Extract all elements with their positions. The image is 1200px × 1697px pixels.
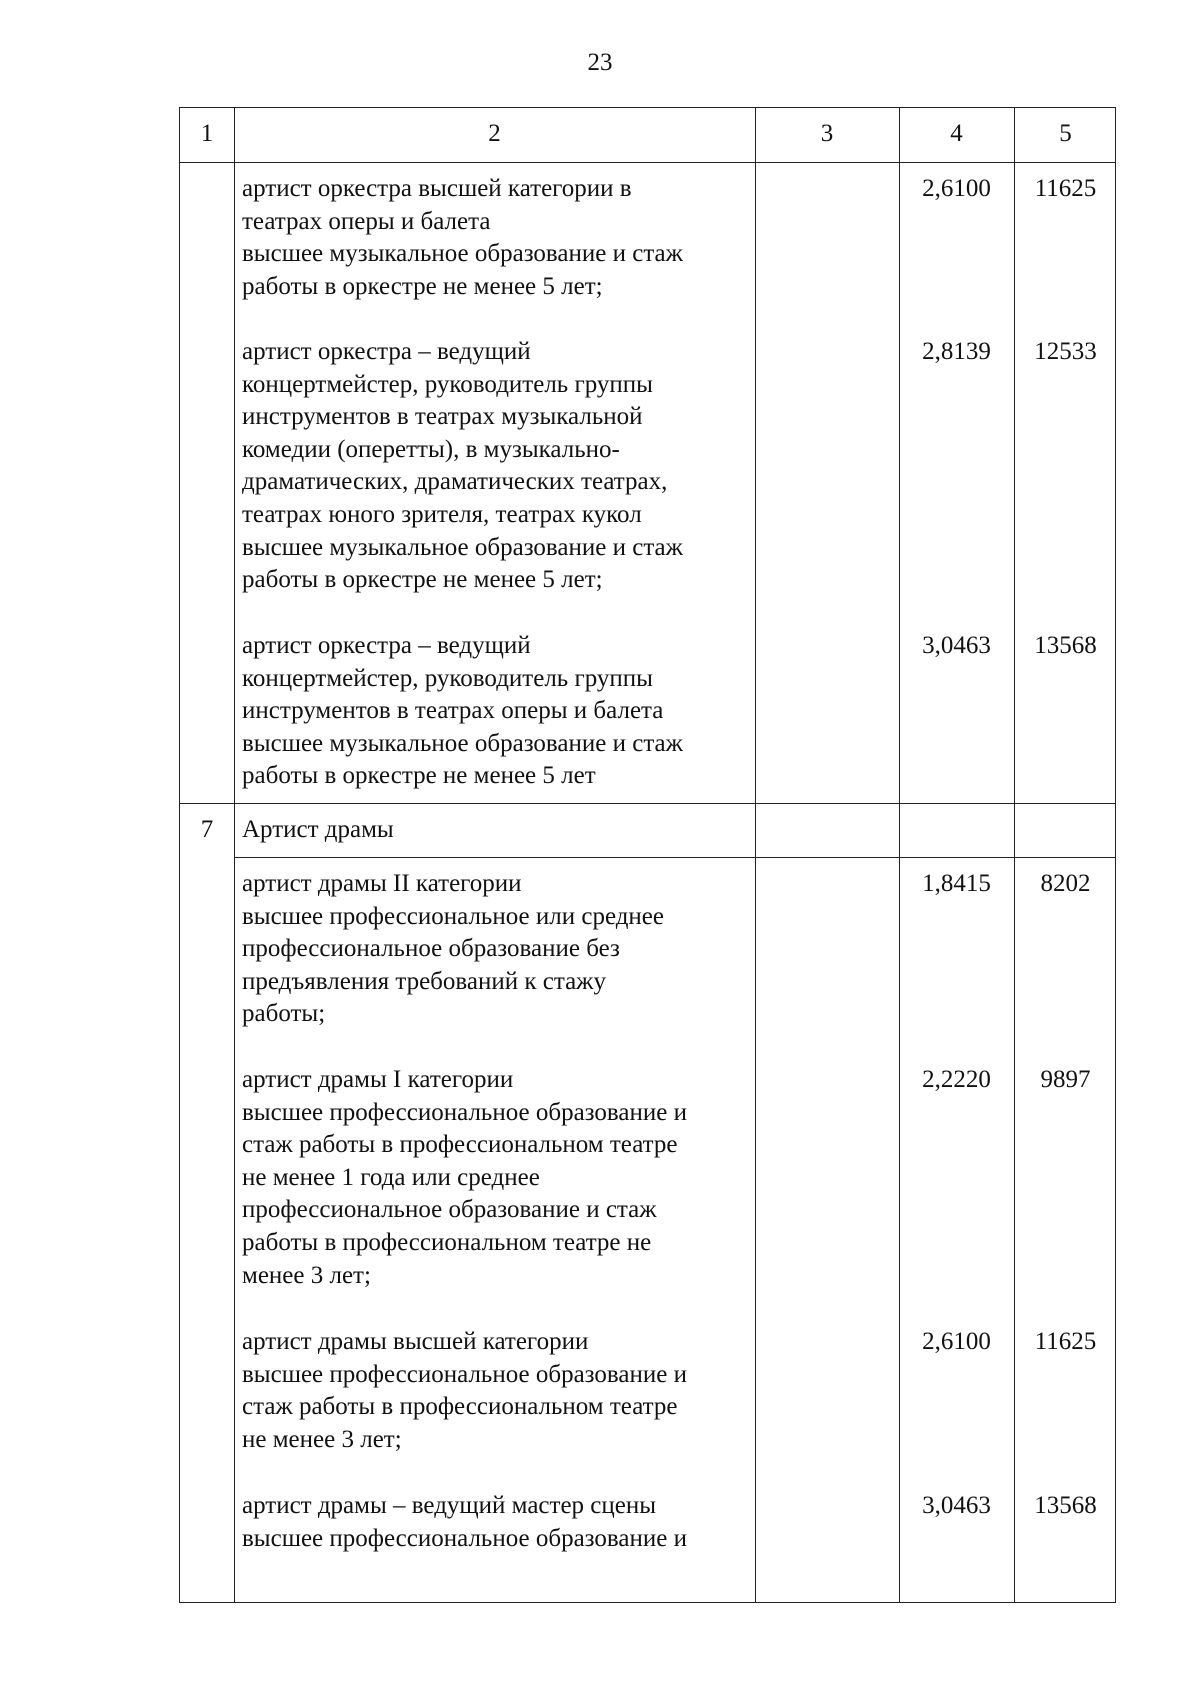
header-cell-1: 1	[200, 120, 214, 147]
header-cell-5: 5	[1059, 120, 1072, 147]
coefficient-value: 2,6100	[922, 175, 991, 202]
coefficient-value: 1,8415	[922, 870, 991, 897]
salary-value: 9897	[1040, 1066, 1091, 1093]
salary-table	[179, 107, 1116, 1603]
header-cell-2: 2	[488, 120, 501, 147]
row-divider	[234, 857, 1115, 858]
position-description: артист драмы высшей категории высшее профессиональное образование и стаж работы в профессиональном театре не менее 3 лет;	[242, 1328, 687, 1453]
position-description: артист оркестра – ведущий концертмейстер, руководитель группы инструментов в театрах оперы и балета высшее музыкальное образование и стаж работы в оркестре не менее 5 лет	[242, 632, 683, 790]
salary-value: 13568	[1034, 632, 1097, 659]
column-divider	[234, 108, 235, 1602]
page-number: 23	[587, 49, 613, 76]
row-divider	[180, 803, 1115, 804]
column-divider	[1014, 108, 1015, 1602]
salary-value: 13568	[1034, 1492, 1097, 1519]
coefficient-value: 2,2220	[922, 1066, 991, 1093]
row-number: 7	[200, 816, 214, 843]
coefficient-value: 3,0463	[922, 632, 991, 659]
coefficient-value: 2,6100	[922, 1328, 991, 1355]
column-divider	[899, 108, 900, 1602]
column-divider	[755, 108, 756, 1602]
salary-value: 11625	[1034, 175, 1097, 202]
group-title: Артист драмы	[242, 816, 394, 843]
header-divider	[180, 162, 1115, 163]
salary-value: 12533	[1034, 338, 1097, 365]
position-description: артист драмы I категории высшее профессиональное образование и стаж работы в профессиональном театре не менее 1 года или среднее профессиональное образование и стаж работы в профессиональном театре не менее 3 лет;	[242, 1066, 687, 1289]
position-description: артист драмы – ведущий мастер сцены высшее профессиональное образование и	[242, 1492, 687, 1552]
salary-value: 11625	[1034, 1328, 1097, 1355]
coefficient-value: 3,0463	[922, 1492, 991, 1519]
position-description: артист драмы II категории высшее профессиональное или среднее профессиональное образование без предъявления требований к стажу работы;	[242, 870, 664, 1028]
position-description: артист оркестра высшей категории в театрах оперы и балета высшее музыкальное образование и стаж работы в оркестре не менее 5 лет;	[242, 175, 683, 300]
salary-value: 8202	[1040, 870, 1091, 897]
header-cell-4: 4	[950, 120, 963, 147]
position-description: артист оркестра – ведущий концертмейстер, руководитель группы инструментов в театрах музыкальной комедии (оперетты), в музыкально- драматических, драматических театрах, театрах юного зрителя, театрах кукол высшее музыкальное образование и стаж работы в оркестре не менее 5 лет;	[242, 338, 683, 594]
coefficient-value: 2,8139	[922, 338, 991, 365]
header-cell-3: 3	[820, 120, 834, 147]
